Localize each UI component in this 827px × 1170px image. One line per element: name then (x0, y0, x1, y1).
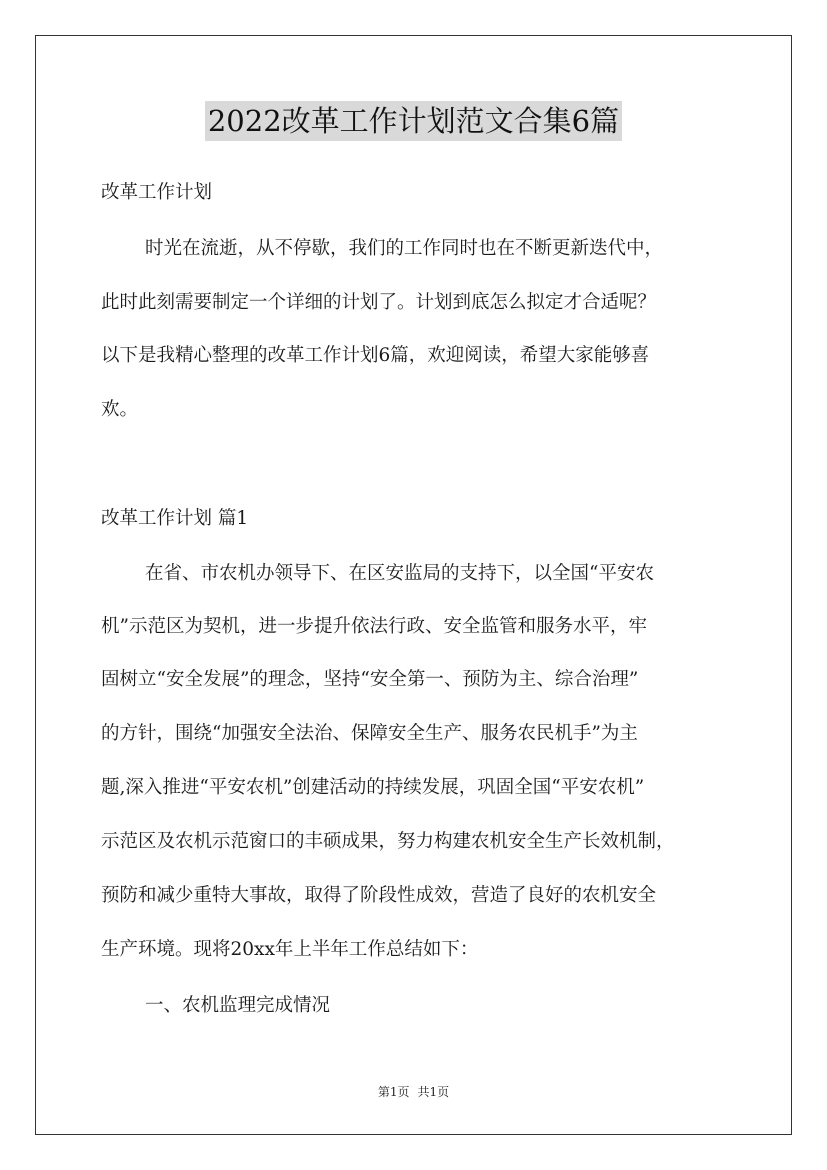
section1-line: 预防和减少重特大事故，取得了阶段性成效，营造了良好的农机安全 (101, 885, 657, 906)
section1-line: 生产环境。现将20xx年上半年工作总结如下： (101, 939, 479, 960)
section1-line: 示范区及农机示范窗口的丰硕成果，努力构建农机安全生产长效机制， (101, 831, 675, 852)
page-footer (0, 1084, 827, 1100)
intro-line: 此时此刻需要制定一个详细的计划了。计划到底怎么拟定才合适呢？ (101, 292, 657, 313)
total-pages: 共1页 (417, 1085, 450, 1099)
section1-line: 的方针，围绕“加强安全法治、保障安全生产、服务农民机手”为主 (101, 723, 638, 744)
intro-line: 以下是我精心整理的改革工作计划6篇，欢迎阅读，希望大家能够喜 (101, 345, 650, 366)
subheading-1: 一、农机监理完成情况 (145, 995, 331, 1016)
section1-line: 在省、市农机办领导下、在区安监局的支持下，以全国“平安农 (145, 563, 654, 584)
section1-line: 机”示范区为契机，进一步提升依法行政、安全监管和服务水平，牢 (101, 616, 647, 637)
document-title: 2022改革工作计划范文合集6篇 (205, 101, 622, 141)
title-container (0, 101, 827, 141)
heading-section-1: 改革工作计划 篇1 (101, 508, 249, 529)
intro-line: 欢。 (101, 399, 139, 420)
section1-line: 固树立“安全发展”的理念，坚持“安全第一、预防为主、综合治理” (101, 669, 639, 690)
intro-line: 时光在流逝，从不停歇，我们的工作同时也在不断更新迭代中， (145, 238, 664, 259)
section1-line: 题,深入推进“平安农机”创建活动的持续发展，巩固全国“平安农机” (101, 777, 645, 798)
heading-intro: 改革工作计划 (101, 182, 213, 203)
page-number: 第1页 (377, 1085, 410, 1099)
